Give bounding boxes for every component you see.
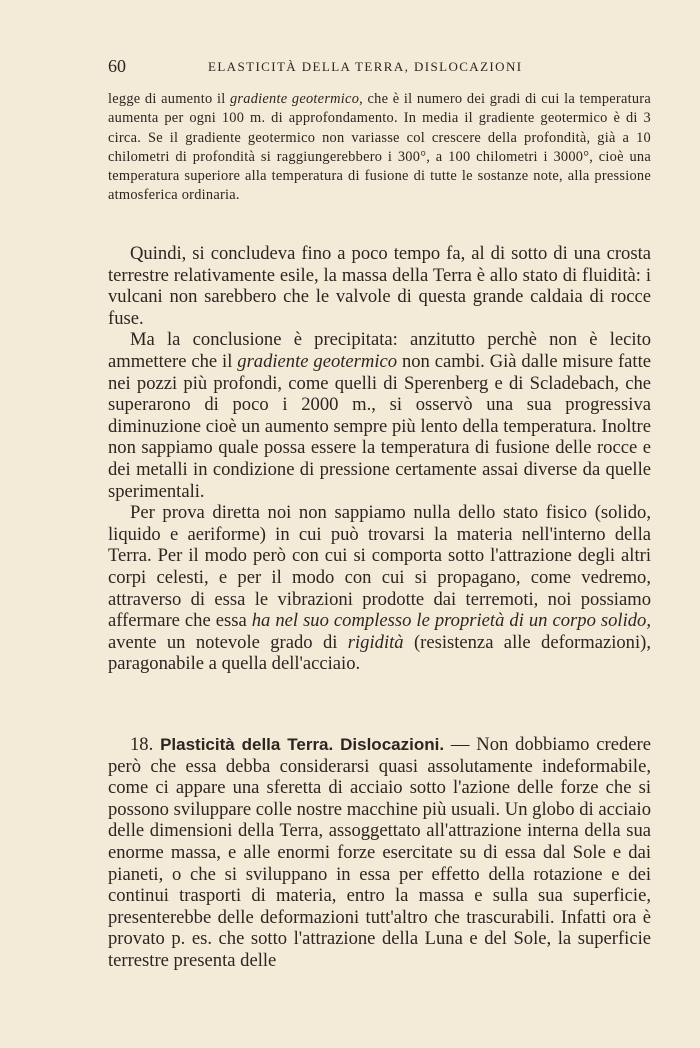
section-paragraph <box>108 734 651 972</box>
paragraph-3-term: rigidità <box>347 631 404 653</box>
footnote-term: gradiente geotermico <box>229 91 360 107</box>
paragraph-3-text-mid: avente un notevole grado di <box>108 631 348 653</box>
section-number: 18. <box>130 734 154 755</box>
paragraph-2-term: gradiente geotermico <box>237 350 398 372</box>
footnote-text-rest: , che è il numero dei gradi di cui la temperatura aumenta per ogni 100 m. di approfondamento. In media il gradiente geotermico è di 3 circa. Se il gradiente geotermico non variasse col crescere della profondità, già a 10 chilometri di profondità si raggiungerebbero i 300°, a 100 chilometri i 3000°, cioè una temperatura superiore alla temperatura di fusione di tutte le sostanze note, alla pressione atmosferica ordinaria. <box>108 91 651 204</box>
main-text <box>108 243 651 675</box>
section-18 <box>108 734 651 972</box>
paragraph-3 <box>108 502 651 675</box>
running-head: ELASTICITÀ DELLA TERRA, DISLOCAZIONI <box>208 59 523 74</box>
paragraph-2 <box>108 329 651 502</box>
paragraph-2-text: Ma la conclusione è precipitata: anzitutto perchè non è lecito ammettere che il <box>108 329 651 372</box>
page-header <box>108 56 653 78</box>
paragraph-1: Quindi, si concludeva fino a poco tempo fa, al di sotto di una crosta terrestre relativamente esile, la massa della Terra è allo stato di fluidità: i vulcani non sarebbero che le valvole di questa grande caldaia di rocce fuse. <box>108 243 651 329</box>
paragraph-3-emphasis: ha nel suo complesso le proprietà di un corpo solido, <box>251 610 651 632</box>
footnote <box>108 90 651 206</box>
section-title: Plasticità della Terra. Dislocazioni. <box>160 735 445 754</box>
section-text: — Non dobbiamo credere però che essa debba considerarsi quasi assolutamente indeformabile, come ci appare una sferetta di acciaio sotto l'azione delle forze che si possono sviluppare colle nostre macchine più usuali. Un globo di acciaio delle dimensioni della Terra, assoggettato all'attrazione interna della sua enorme massa, e alle enormi forze esercitate su di essa dal Sole e dai pianeti, o che si sviluppano in essa per effetto della rotazione e dei continui trasporti di materia, entro la massa e sulla sua superficie, presenterebbe delle deformazioni tutt'altro che trascurabili. Infatti ora è provato p. es. che sotto l'attrazione della Luna e del Sole, la superficie terrestre presenta delle <box>108 734 651 971</box>
paragraph-3-text-end: (resistenza alle deformazioni), paragonabile a quella dell'acciaio. <box>108 631 651 675</box>
paragraph-3-text: Per prova diretta noi non sappiamo nulla dello stato fisico (solido, liquido e aeriforme) in cui può trovarsi la materia nell'interno della Terra. Per il modo però con cui si comporta sotto l'attrazione degli altri corpi celesti, e per il modo con cui si propagano, come vedremo, attraverso di essa le vibrazioni prodotte dai terremoti, noi possiamo affermare che essa <box>108 502 651 632</box>
page-number: 60 <box>108 56 126 76</box>
paragraph-2-text-rest: non cambi. Già dalle misure fatte nei pozzi più profondi, come quelli di Sperenberg e di Scladebach, che superarono di poco i 2000 m., si osservò una sua progressiva diminuzione cioè un aumento sempre più lento della temperatura. Inoltre non sappiamo quale possa essere la temperatura di fusione delle rocce e dei metalli in condizione di pressione certamente assai diverse da quelle sperimentali. <box>108 350 651 502</box>
footnote-text: legge di aumento il <box>108 91 230 107</box>
